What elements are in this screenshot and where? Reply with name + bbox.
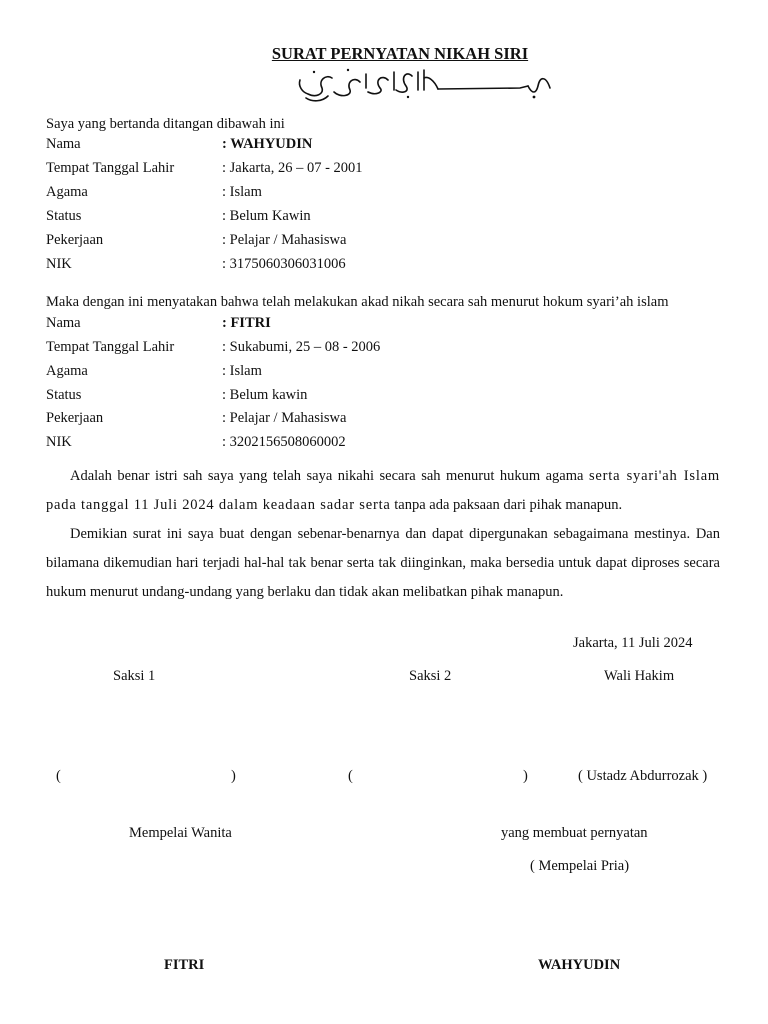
witness1-paren-open: (: [56, 768, 61, 784]
field-label: Nama: [46, 315, 81, 331]
field-label: NIK: [46, 256, 72, 272]
bride-name-row: [46, 315, 736, 335]
intro-text: Saya yang bertanda ditangan dibawah ini: [46, 116, 285, 132]
guardian-name: ( Ustadz Abdurrozak ): [578, 768, 708, 784]
witness2-paren-close: ): [523, 768, 528, 784]
field-label: Pekerjaan: [46, 232, 104, 248]
declaration-text-part3: tanpa ada paksaan dari pihak manapun.: [394, 497, 623, 513]
bride-role-label: Mempelai Wanita: [129, 825, 232, 841]
field-value: : Belum kawin: [222, 387, 308, 403]
groom-signature-name: WAHYUDIN: [538, 957, 621, 973]
bride-status-row: [46, 387, 736, 407]
field-value: : Islam: [222, 363, 262, 379]
bride-nik-row: [46, 434, 736, 454]
field-value: : Jakarta, 26 – 07 - 2001: [222, 160, 363, 176]
groom-role-label: ( Mempelai Pria): [530, 858, 630, 874]
field-value: : Pelajar / Mahasiswa: [222, 410, 347, 426]
field-value: : 3202156508060002: [222, 434, 346, 450]
bismillah-calligraphy-drawing: [288, 66, 558, 104]
field-label: NIK: [46, 434, 72, 450]
field-label: Tempat Tanggal Lahir: [46, 339, 175, 355]
bride-signature-name: FITRI: [164, 957, 205, 973]
closing-paragraph: [46, 520, 720, 607]
place-date: Jakarta, 11 Juli 2024: [573, 635, 693, 651]
groom-religion-row: [46, 184, 736, 204]
field-label: Agama: [46, 363, 88, 379]
bride-job-row: [46, 410, 736, 430]
groom-birth-row: [46, 160, 736, 180]
declaration-paragraph: [46, 462, 720, 520]
maker-label: yang membuat pernyatan: [501, 825, 648, 841]
groom-job-row: [46, 232, 736, 252]
field-value: : 3175060306031006: [222, 256, 346, 272]
witness1-paren-close: ): [231, 768, 236, 784]
document-title: SURAT PERNYATAN NIKAH SIRI: [271, 44, 529, 63]
guardian-label: Wali Hakim: [604, 668, 675, 684]
field-value: : Pelajar / Mahasiswa: [222, 232, 347, 248]
field-label: Agama: [46, 184, 88, 200]
field-value: : FITRI: [222, 315, 271, 331]
field-value: : Belum Kawin: [222, 208, 311, 224]
declaration-text-part1: Adalah benar istri sah saya yang telah saya nikahi secara sah menurut hukum agama: [70, 468, 584, 484]
field-label: Status: [46, 208, 82, 224]
witness2-paren-open: (: [348, 768, 353, 784]
bismillah-calligraphy: [288, 66, 558, 104]
field-value: : Islam: [222, 184, 262, 200]
field-value: : Sukabumi, 25 – 08 - 2006: [222, 339, 381, 355]
field-label: Pekerjaan: [46, 410, 104, 426]
groom-name-row: [46, 136, 736, 156]
field-label: Tempat Tanggal Lahir: [46, 160, 175, 176]
field-label: Status: [46, 387, 82, 403]
field-value: : WAHYUDIN: [222, 136, 313, 152]
closing-text: Demikian surat ini saya buat dengan sebenar-benarnya dan dapat dipergunakan sebagaimana mestinya. Dan bilamana dikemudian hari terjadi hal-hal tak benar serta tak diinginkan, maka bersedia untuk dapat diproses secara hukum menurut undang-undang yang berlaku dan tidak akan melibatkan pihak manapun.: [46, 526, 720, 600]
groom-nik-row: [46, 256, 736, 276]
bride-birth-row: [46, 339, 736, 359]
bride-religion-row: [46, 363, 736, 383]
groom-status-row: [46, 208, 736, 228]
statement-text: Maka dengan ini menyatakan bahwa telah melakukan akad nikah secara sah menurut hokum syari’ah islam: [46, 294, 669, 310]
declaration-text-part2: serta syari'ah Islam pada tanggal 11 Juli 2024 dalam keadaan sadar serta: [46, 468, 721, 513]
field-label: Nama: [46, 136, 81, 152]
witness2-label: Saksi 2: [409, 668, 452, 684]
witness1-label: Saksi 1: [113, 668, 156, 684]
